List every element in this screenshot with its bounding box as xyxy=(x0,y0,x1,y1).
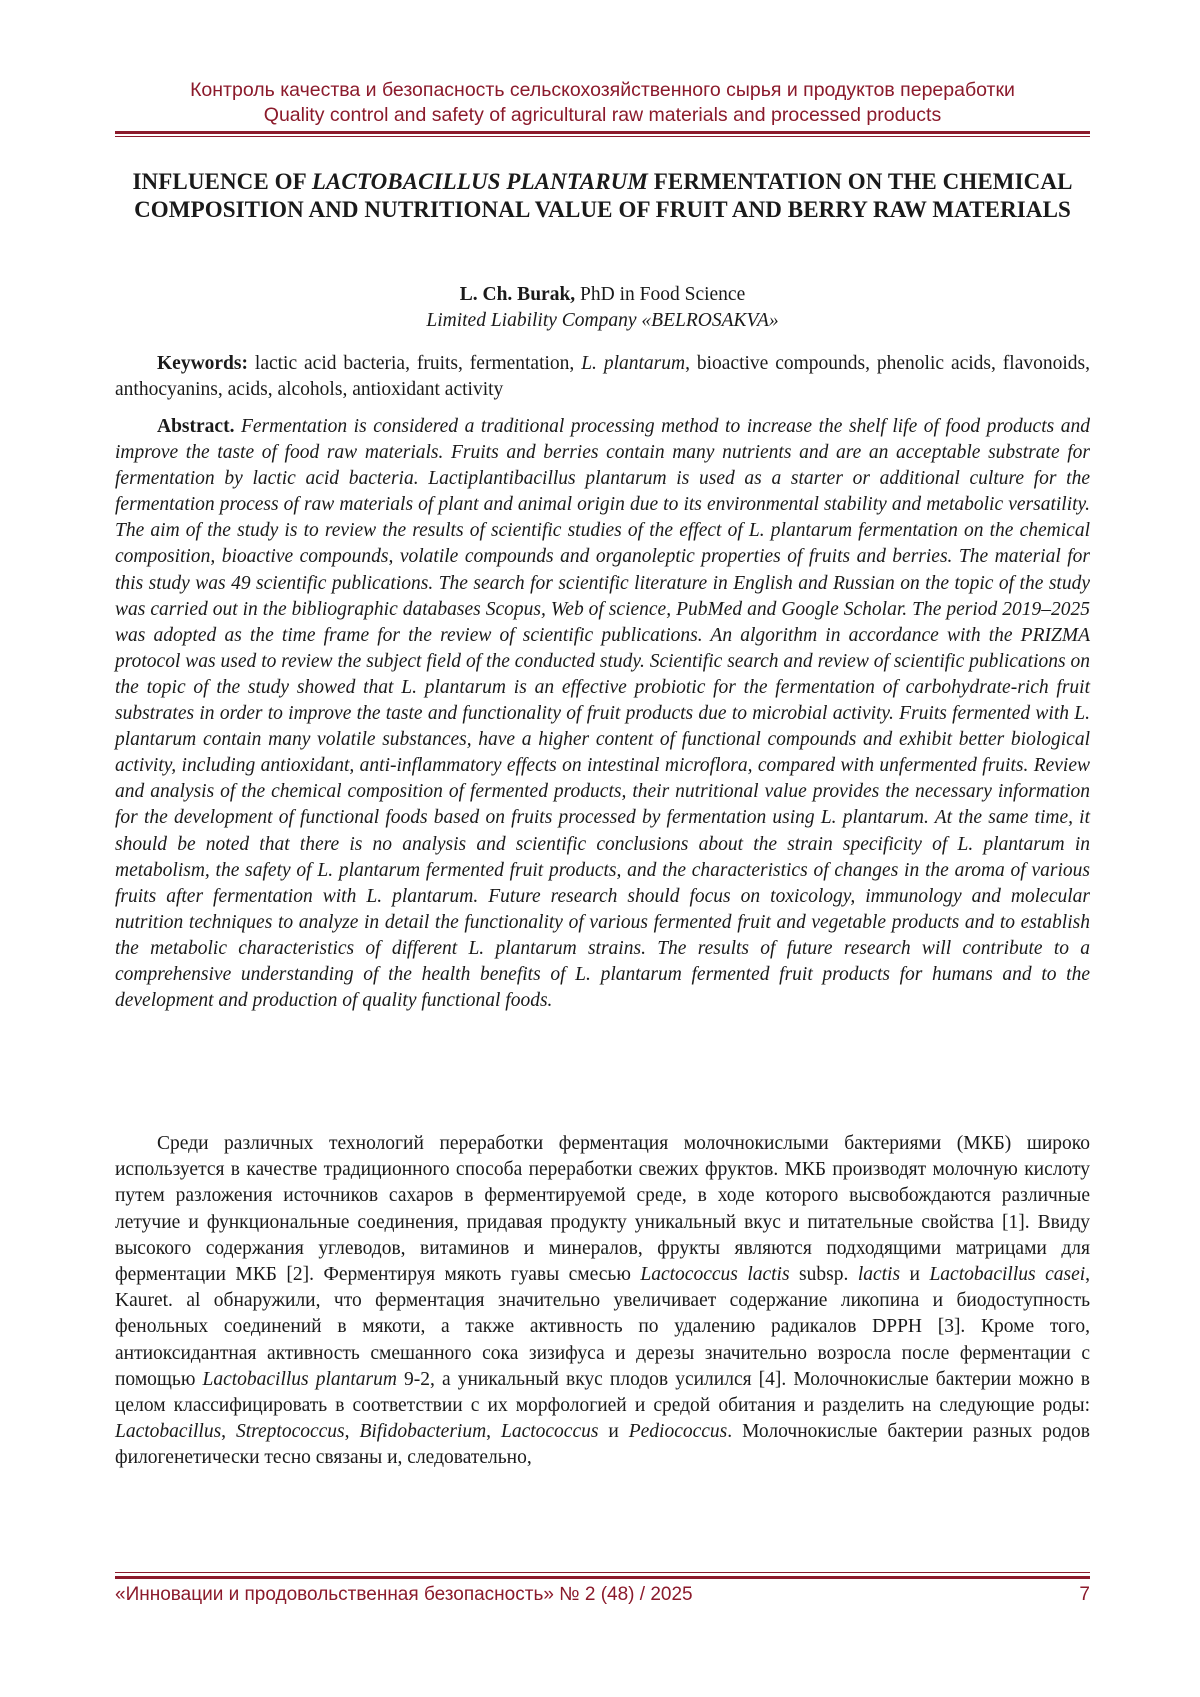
header-divider-thin xyxy=(115,136,1090,137)
running-header-en: Quality control and safety of agricultural raw materials and processed products xyxy=(263,104,942,126)
footer-divider-thick xyxy=(115,1576,1090,1579)
body-text: Среди различных технологий переработки ферментация молочнокислыми бактериями (МКБ) широко используется в качестве традиционного способа переработки свежих фруктов. МКБ производят молочную кислоту путем разложения источников сахаров в ферментируемой среде, в ходе которого высвобождаются различные летучие и функциональные соединения, придавая продукту уникальный вкус и питательные свойства [1]. Ввиду высокого содержания углеводов, витаминов и минералов, фрукты являются подходящими матрицами для ферментации МКБ [2]. Ферментируя мякоть гуавы смесью xyxy=(115,1133,1090,1286)
page-footer xyxy=(115,1583,1090,1607)
body-text: и xyxy=(598,1421,629,1443)
species-name: Lactococcus lactis xyxy=(640,1264,790,1286)
header-divider-thick xyxy=(115,131,1090,134)
body-text: . Молочнокислые бактерии разных родов филогенетически тесно связаны и, следовательно, xyxy=(115,1421,1091,1469)
body-text: subsp. xyxy=(789,1264,858,1286)
body-text: и xyxy=(900,1264,930,1286)
author-degree: PhD in Food Science xyxy=(575,284,746,305)
keywords-label: Keywords: xyxy=(157,353,248,374)
keywords-text-1: lactic acid bacteria, fruits, fermentation, xyxy=(248,353,582,374)
genus-name: Pediococcus xyxy=(628,1421,728,1443)
author-name: L. Ch. Burak, xyxy=(459,284,576,305)
keywords-paragraph xyxy=(115,351,1090,403)
body-text: 9-2, а уникальный вкус плодов усилился [4]. Молочнокислые бактерии можно в целом классифицировать в соответствии с их морфологией и средой обитания и разделить на следующие роды: xyxy=(115,1368,1090,1417)
genus-name: Streptococcus xyxy=(235,1421,345,1443)
title-species: LACTOBACILLUS PLANTARUM xyxy=(311,169,648,194)
abstract-label: Abstract. xyxy=(157,416,235,437)
genus-name: Lactobacillus xyxy=(115,1421,222,1443)
author-block xyxy=(115,282,1090,334)
title-part-1: INFLUENCE OF xyxy=(132,169,312,194)
body-paragraph xyxy=(115,1131,1090,1472)
title-part-2: FERMENTATION ON THE CHEMICAL COMPOSITION AND NUTRITIONAL VALUE OF FRUIT AND BERRY RAW MATERIALS xyxy=(134,169,1073,222)
body-text: , Kauret. al обнаружили, что ферментация значительно увеличивает содержание ликопина и биодоступность фенольных соединений в мякоти, а также активность по удалению радикалов DPPH [3]. Кроме того, антиоксидантная активность смешанного сока зизифуса и дерезы значительно возросла после ферментации с помощью xyxy=(115,1264,1091,1390)
running-header-ru: Контроль качества и безопасность сельскохозяйственного сырья и продуктов переработки xyxy=(190,79,1015,101)
abstract-text: Fermentation is considered a traditional processing method to increase the shelf life of food products and improve the taste of food raw materials. Fruits and berries contain many nutrients and are an acceptable substrate for fermentation by lactic acid bacteria. Lactiplantibacillus plantarum is used as a starter or additional culture for the fermentation process of raw materials of plant and animal origin due to its environmental stability and metabolic versatility. The aim of the study is to review the results of scientific studies of the effect of L. plantarum fermentation on the chemical composition, bioactive compounds, volatile compounds and organoleptic properties of fruits and berries. The material for this study was 49 scientific publications. The search for scientific literature in English and Russian on the topic of the study was carried out in the bibliographic databases Scopus, Web of science, PubMed and Google Scholar. The period 2019–2025 was adopted as the time frame for the review of scientific publications. An algorithm in accordance with the PRIZMA protocol was used to review the subject field of the conducted study. Scientific search and review of scientific publications on the topic of the study showed that L. plantarum is an effective probiotic for the fermentation of carbohydrate-rich fruit substrates in order to improve the taste and functionality of fruit products due to microbial activity. Fruits fermented with L. plantarum contain many volatile substances, have a higher content of functional compounds and exhibit better biological activity, including antioxidant, anti-inflammatory effects on intestinal microflora, compared with unfermented fruits. Review and analysis of the chemical composition of fermented products, their nutritional value provides the necessary information for the development of functional foods based on fruits processed by fermentation using L. plantarum. At the same time, it should be noted that there is no analysis and scientific conclusions about the strain specificity of L. plantarum in metabolism, the safety of L. plantarum fermented fruit products, and the characteristics of changes in the aroma of various fruits after fermentation with L. plantarum. Future research should focus on toxicology, immunology and molecular nutrition techniques to analyze in detail the functionality of various fermented fruit and vegetable products and to establish the metabolic characteristics of different L. plantarum strains. The results of future research will contribute to a comprehensive understanding of the health benefits of L. plantarum fermented fruit products for humans and to the development and production of quality functional foods. xyxy=(115,416,1090,1012)
author-organization: Limited Liability Company «BELROSAKVA» xyxy=(426,310,779,331)
keywords-species: L. plantarum xyxy=(581,353,686,374)
page-number: 7 xyxy=(1079,1584,1090,1605)
running-header xyxy=(115,78,1090,128)
species-name: Lactobacillus plantarum xyxy=(202,1368,397,1390)
species-name: Lactobacillus casei xyxy=(929,1264,1086,1286)
journal-citation: «Инновации и продовольственная безопасность» № 2 (48) / 2025 xyxy=(115,1584,693,1605)
abstract-paragraph xyxy=(115,414,1090,1014)
genus-name: Bifidobacterium xyxy=(359,1421,487,1443)
species-name: lactis xyxy=(857,1264,901,1286)
body-text: , xyxy=(221,1421,236,1443)
body-text: , xyxy=(486,1421,501,1443)
footer-divider-thin xyxy=(115,1572,1090,1573)
keywords-text-2: , bioactive compounds, phenolic acids, flavonoids, anthocyanins, acids, alcohols, antioxidant activity xyxy=(115,353,1090,400)
genus-name: Lactococcus xyxy=(500,1421,599,1443)
article-title xyxy=(115,168,1090,224)
body-text: , xyxy=(344,1421,360,1443)
